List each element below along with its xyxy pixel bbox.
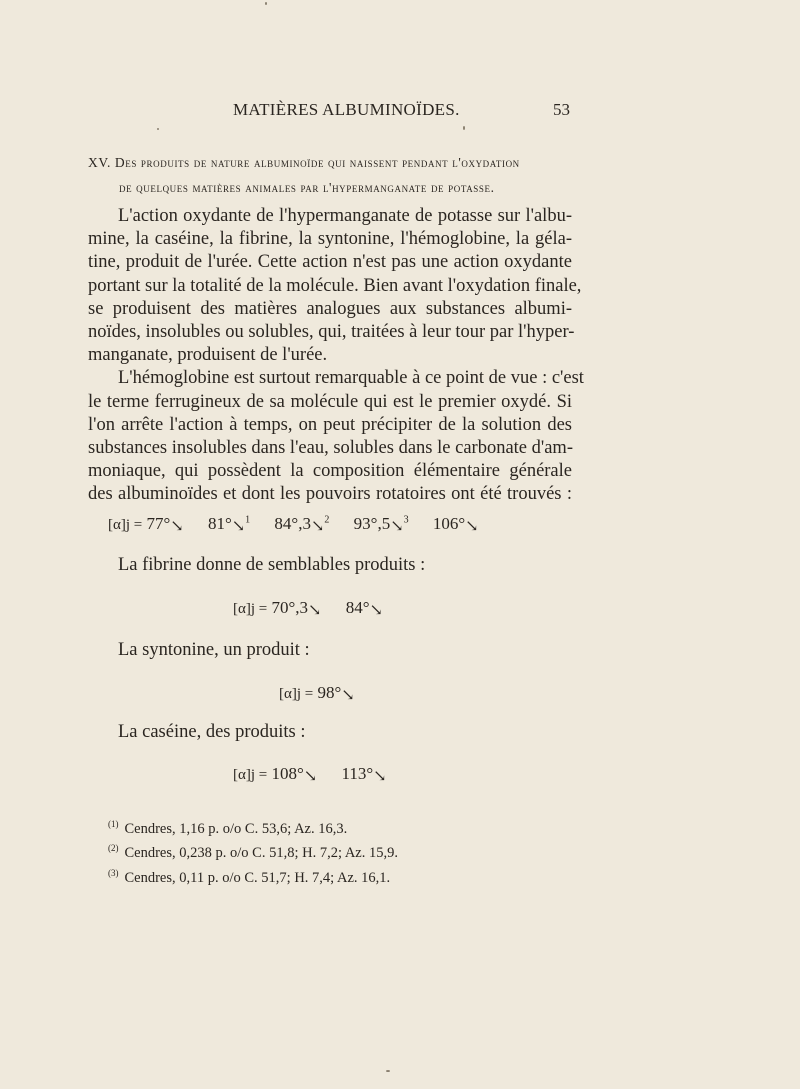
footnote-mark: (3) — [108, 867, 119, 878]
paper-speck — [386, 1070, 390, 1072]
rotation-symbol: [α]j = — [233, 767, 268, 783]
rotation-sign-icon: ↘ — [310, 518, 325, 535]
rotation-sign-icon: ↘ — [373, 768, 387, 785]
body-text — [88, 205, 584, 506]
footnote — [108, 839, 528, 863]
paragraph-1-line: manganate, produisent de l'urée. — [88, 345, 328, 366]
rotation-value: 70°,3 — [271, 598, 309, 617]
footnote-text: Cendres, 0,238 p. o/o C. 51,8; H. 7,2; Az. 15,9. — [124, 845, 398, 862]
formula-fibrine — [233, 598, 403, 618]
paragraph-1-line: tine, produit de l'urée. Cette action n'est pas une action oxydante — [88, 252, 572, 273]
paper-speck — [157, 128, 159, 130]
section-heading — [88, 150, 572, 200]
running-title: MATIÈRES ALBUMINOÏDES. — [233, 100, 460, 119]
paragraph-1-line: noïdes, insolubles ou solubles, qui, traitées à leur tour par l'hyper- — [88, 321, 575, 342]
footnote — [108, 815, 528, 839]
rotation-sign-icon: ↘ — [465, 518, 479, 535]
rotation-symbol: [α]j = — [233, 601, 268, 617]
fibrine-intro: La fibrine donne de semblables produits : — [118, 555, 426, 575]
rotation-value: 106° — [432, 514, 466, 533]
rotation-sign-icon: ↘ — [231, 518, 246, 535]
paragraph-2-line: substances insolubles dans l'eau, solubles dans le carbonate d'am- — [88, 437, 573, 458]
rotation-sign-icon: ↘ — [308, 602, 322, 619]
footnote-text: Cendres, 1,16 p. o/o C. 53,6; Az. 16,3. — [124, 820, 348, 837]
paragraph-1-line: mine, la caséine, la fibrine, la syntonine, l'hémoglobine, la géla- — [88, 229, 572, 250]
section-heading-line-2: de quelques matières animales par l'hypermanganate de potasse. — [119, 180, 495, 195]
footnote-mark: (2) — [108, 843, 119, 854]
rotation-sign-icon: ↘ — [170, 518, 184, 535]
formula-caseine — [233, 764, 407, 784]
rotation-value: 113° — [341, 764, 374, 783]
footnote-ref: 2 — [324, 514, 330, 526]
paragraph-1-line: se produisent des matières analogues aux substances albumi- — [88, 298, 572, 319]
caseine-intro: La caséine, des produits : — [118, 722, 306, 742]
rotation-sign-icon: ↘ — [390, 518, 404, 535]
paragraph-1-line: L'action oxydante de l'hypermanganate de potasse sur l'albu- — [118, 206, 572, 226]
rotation-sign-icon: ↘ — [341, 687, 355, 704]
paper-speck — [463, 126, 465, 130]
rotation-value: 108° — [271, 764, 304, 783]
paper-speck — [265, 2, 267, 5]
rotation-symbol: [α]j = — [108, 517, 143, 533]
formula-syntonine — [279, 683, 375, 703]
rotation-symbol: [α]j = — [279, 686, 314, 702]
rotation-sign-icon: ↘ — [303, 768, 318, 785]
paragraph-2-line: moniaque, qui possèdent la composition élémentaire générale — [88, 461, 572, 482]
rotation-value: 98° — [317, 683, 342, 702]
rotation-sign-icon: ↘ — [369, 602, 383, 619]
rotation-value: 84°,3 — [274, 514, 311, 533]
footnotes — [108, 815, 528, 888]
page-number: 53 — [553, 100, 570, 119]
footnote-text: Cendres, 0,11 p. o/o C. 51,7; H. 7,4; Az. 16,1. — [124, 869, 391, 886]
rotation-value: 84° — [345, 598, 370, 617]
rotation-value: 93°,5 — [353, 514, 391, 533]
formula-hemoglobine — [108, 514, 499, 534]
footnote-ref: 3 — [403, 514, 409, 526]
paragraph-2-line: l'on arrête l'action à temps, on peut précipiter de la solution des — [88, 414, 572, 435]
paragraph-2-line: le terme ferrugineux de sa molécule qui est le premier oxydé. Si — [88, 391, 572, 412]
paragraph-1-line: portant sur la totalité de la molécule. Bien avant l'oxydation finale, — [88, 275, 582, 296]
page-header — [88, 100, 570, 122]
section-heading-line-1: XV. Des produits de nature albuminoïde qui naissent pendant l'oxydation — [88, 155, 520, 170]
footnote — [108, 864, 528, 888]
rotation-value: 81° — [207, 514, 232, 533]
paragraph-2-line: des albuminoïdes et dont les pouvoirs rotatoires ont été trouvés : — [88, 484, 572, 505]
footnote-mark: (1) — [108, 819, 119, 829]
footnote-ref: 1 — [245, 514, 251, 526]
syntonine-intro: La syntonine, un produit : — [118, 640, 310, 660]
paragraph-2-line: L'hémoglobine est surtout remarquable à ce point de vue : c'est — [118, 368, 584, 389]
rotation-value: 77° — [146, 514, 171, 533]
